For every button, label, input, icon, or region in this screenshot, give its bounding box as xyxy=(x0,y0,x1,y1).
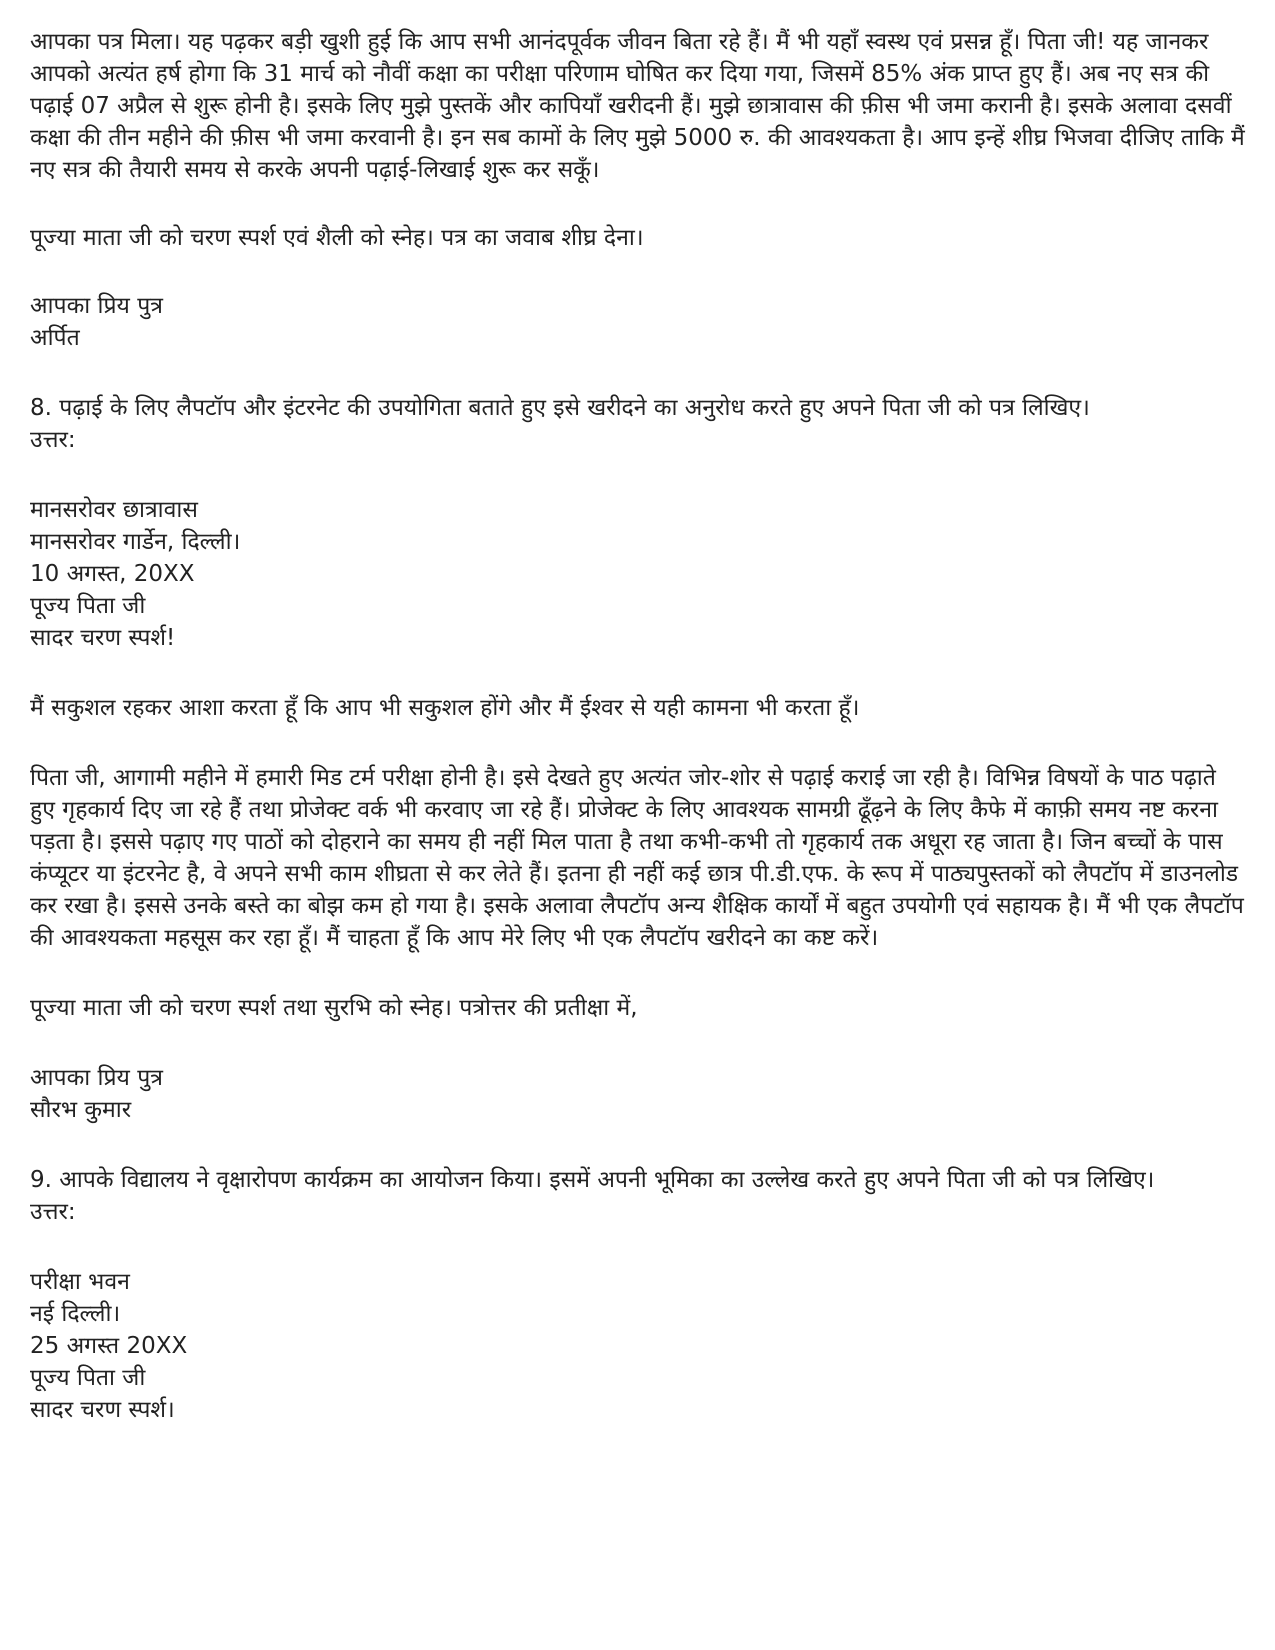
prev-letter-body: आपका पत्र मिला। यह पढ़कर बड़ी खुशी हुई कि आप सभी आनंदपूर्वक जीवन बिता रहे हैं। मैं भी यहाँ स्वस्थ एवं प्रसन्न हूँ। पिता जी! यह जानकर आपको अत्यंत हर्ष होगा कि 31 मार्च को नौवीं कक्षा का परीक्षा परिणाम घोषित कर दिया गया, जिसमें 85% अंक प्राप्त हुए हैं। अब नए सत्र की पढ़ाई 07 अप्रैल से शुरू होनी है। इसके लिए मुझे पुस्तकें और कापियाँ खरीदनी हैं। मुझे छात्रावास की फ़ीस भी जमा करानी है। इसके अलावा दसवीं कक्षा की तीन महीने की फ़ीस भी जमा करवानी है। इन सब कामों के लिए मुझे 5000 रु. की आवश्यकता है। आप इन्हें शीघ्र भिजवा दीजिए ताकि मैं नए सत्र की तैयारी समय से करके अपनी पढ़ाई-लिखाई शुरू कर सकूँ। xyxy=(30,29,1245,183)
q9-answer-label: उत्तर: xyxy=(30,1199,76,1225)
q8-answer-label: उत्तर: xyxy=(30,427,76,453)
q8-question: 8. पढ़ाई के लिए लैपटॉप और इंटरनेट की उपयोगिता बताते हुए इसे खरीदने का अनुरोध करते हुए अपने पिता जी को पत्र लिखिए। xyxy=(30,395,1090,421)
q8-address-line-2: मानसरोवर गार्डेन, दिल्ली। xyxy=(30,529,241,555)
q8-regards: पूज्या माता जी को चरण स्पर्श तथा सुरभि को स्नेह। पत्रोत्तर की प्रतीक्षा में, xyxy=(30,995,638,1021)
prev-letter-regards: पूज्या माता जी को चरण स्पर्श एवं शैली को स्नेह। पत्र का जवाब शीघ्र देना। xyxy=(30,225,644,251)
q9-date: 25 अगस्त 20XX xyxy=(30,1333,188,1359)
prev-letter-closing: आपका प्रिय पुत्र xyxy=(30,293,163,319)
q8-date: 10 अगस्त, 20XX xyxy=(30,561,195,587)
q9-greeting: सादर चरण स्पर्श। xyxy=(30,1397,175,1423)
q8-signature: सौरभ कुमार xyxy=(30,1097,132,1123)
q8-closing: आपका प्रिय पुत्र xyxy=(30,1065,163,1091)
q9-salutation: पूज्य पिता जी xyxy=(30,1365,146,1391)
prev-letter-signature: अर्पित xyxy=(30,325,80,351)
q8-greeting: सादर चरण स्पर्श! xyxy=(30,625,176,651)
q9-question: 9. आपके विद्यालय ने वृक्षारोपण कार्यक्रम का आयोजन किया। इसमें अपनी भूमिका का उल्लेख करते हुए अपने पिता जी को पत्र लिखिए। xyxy=(30,1167,1155,1193)
q8-salutation: पूज्य पिता जी xyxy=(30,593,146,619)
q9-address-line-1: परीक्षा भवन xyxy=(30,1269,130,1295)
document-page xyxy=(30,26,1248,1426)
q8-paragraph-1: मैं सकुशल रहकर आशा करता हूँ कि आप भी सकुशल होंगे और मैं ईश्वर से यही कामना भी करता हूँ। xyxy=(30,695,860,721)
q9-address-line-2: नई दिल्ली। xyxy=(30,1301,121,1327)
q8-address-line-1: मानसरोवर छात्रावास xyxy=(30,497,198,523)
q8-paragraph-2: पिता जी, आगामी महीने में हमारी मिड टर्म परीक्षा होनी है। इसे देखते हुए अत्यंत जोर-शोर से पढ़ाई कराई जा रही है। विभिन्न विषयों के पाठ पढ़ाते हुए गृहकार्य दिए जा रहे हैं तथा प्रोजेक्ट वर्क भी करवाए जा रहे हैं। प्रोजेक्ट के लिए आवश्यक सामग्री ढूँढ़ने के लिए कैफे में काफ़ी समय नष्ट करना पड़ता है। इससे पढ़ाए गए पाठों को दोहराने का समय ही नहीं मिल पाता है तथा कभी-कभी तो गृहकार्य तक अधूरा रह जाता है। जिन बच्चों के पास कंप्यूटर या इंटरनेट है, वे अपने सभी काम शीघ्रता से कर लेते हैं। इतना ही नहीं कई छात्र पी.डी.एफ. के रूप में पाठ्यपुस्तकों को लैपटॉप में डाउनलोड कर रखा है। इससे उनके बस्ते का बोझ कम हो गया है। इसके अलावा लैपटॉप अन्य शैक्षिक कार्यों में बहुत उपयोगी एवं सहायक है। मैं भी एक लैपटॉप की आवश्यकता महसूस कर रहा हूँ। मैं चाहता हूँ कि आप मेरे लिए भी एक लैपटॉप खरीदने का कष्ट करें। xyxy=(30,765,1244,951)
